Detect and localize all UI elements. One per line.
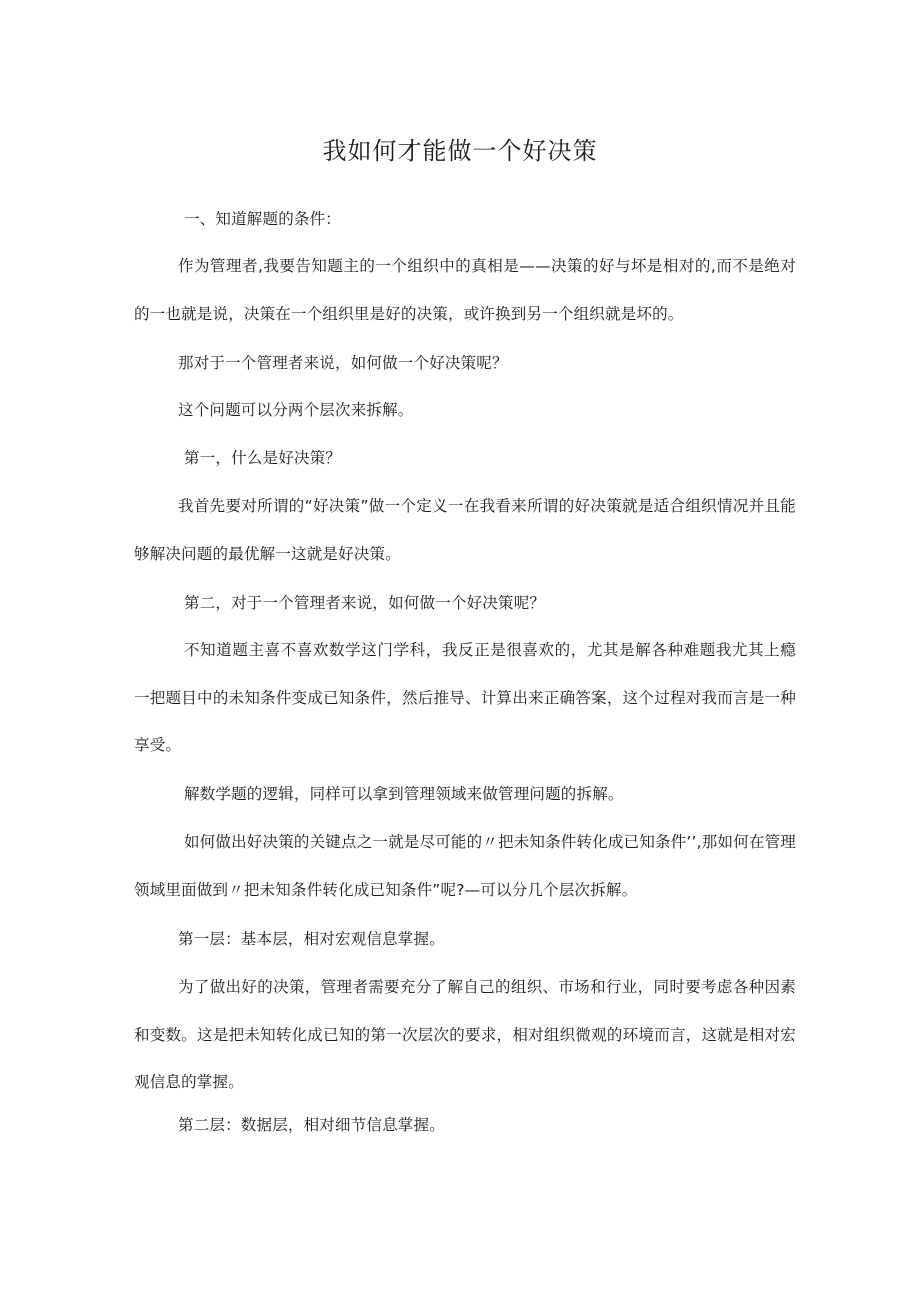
paragraph: 我首先要对所谓的“好决策”做一个定义一在我看来所谓的好决策就是适合组织情况并且能够解决问题的最优解一这就是好决策。 (134, 497, 796, 563)
paragraph: 第二，对于一个管理者来说，如何做一个好决策呢？ (184, 594, 546, 612)
section-heading: 一、知道解题的条件： (184, 210, 342, 228)
paragraph: 不知道题主喜不喜欢数学这门学科，我反正是很喜欢的，尤其是解各种难题我尤其上瘾一把题目中的未知条件变成已知条件，然后推导、计算出来正确答案，这个过程对我而言是一种享受。 (134, 641, 796, 754)
paragraph: 这个问题可以分两个层次来拆解。 (178, 401, 414, 419)
paragraph: 第二层：数据层，相对细节信息掌握。 (178, 1116, 445, 1134)
paragraph: 为了做出好的决策，管理者需要充分了解自己的组织、市场和行业，同时要考虑各种因素和变数。这是把未知转化成已知的第一次层次的要求，相对组织微观的环境而言，这就是相对宏观信息的掌握。 (134, 978, 796, 1091)
page-title: 我如何才能做一个好决策 (322, 137, 598, 165)
paragraph: 那对于一个管理者来说，如何做一个好决策呢？ (178, 354, 508, 372)
paragraph: 作为管理者,我要告知题主的一个组织中的真相是——决策的好与坏是相对的,而不是绝对的一也就是说，决策在一个组织里是好的决策，或许换到另一个组织就是坏的。 (134, 257, 796, 323)
paragraph: 如何做出好决策的关键点之一就是尽可能的〃把未知条件转化成已知条件’’,那如何在管理领域里面做到〃把未知条件转化成已知条件”呢?—可以分几个层次拆解。 (134, 833, 796, 899)
paragraph: 第一，什么是好决策？ (184, 449, 342, 467)
paragraph: 解数学题的逻辑，同样可以拿到管理领域来做管理问题的拆解。 (184, 785, 624, 803)
paragraph: 第一层：基本层，相对宏观信息掌握。 (178, 930, 445, 948)
